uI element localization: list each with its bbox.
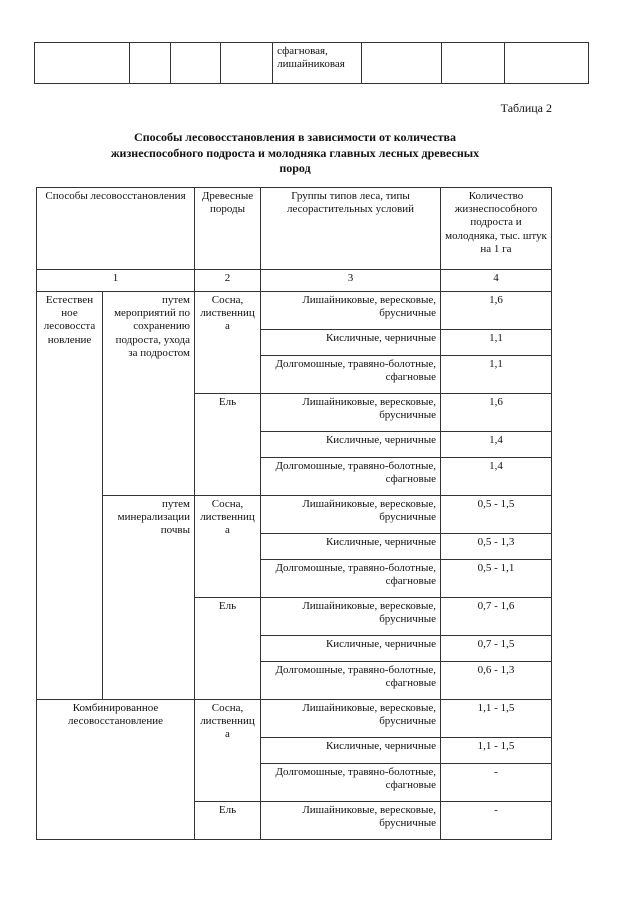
forest-group: Долгомошные, травяно-болотные, сфагновые: [261, 662, 441, 700]
empty-cell: [504, 43, 588, 84]
forest-group: Долгомошные, травяно-болотные, сфагновые: [261, 560, 441, 598]
forest-group: Кисличные, черничные: [261, 432, 441, 458]
count-value: 1,1: [441, 356, 552, 394]
count-value: 0,7 - 1,6: [441, 598, 552, 636]
forest-group: Лишайниковые, вересковые, брусничные: [261, 700, 441, 738]
species-spruce: Ель: [195, 394, 261, 496]
forest-group: Долгомошные, травяно-болотные, сфагновые: [261, 458, 441, 496]
table-title: Способы лесовосстановления в зависимости от количества жизнеспособного подроста и молодняка главных лесных древесных пород: [110, 130, 480, 176]
submethod-mineral: путем минерализации почвы: [103, 496, 195, 700]
count-value: 1,4: [441, 458, 552, 496]
species-pine: Сосна, лиственниц а: [195, 700, 261, 802]
previous-table-fragment: [34, 42, 589, 84]
reforestation-table: [36, 187, 552, 840]
forest-group: Лишайниковые, вересковые, брусничные: [261, 292, 441, 330]
forest-group: Долгомошные, травяно-болотные, сфагновые: [261, 356, 441, 394]
forest-group: Лишайниковые, вересковые, брусничные: [261, 802, 441, 840]
count-value: 0,5 - 1,1: [441, 560, 552, 598]
col-number: 4: [441, 270, 552, 292]
col-number: 2: [195, 270, 261, 292]
header-count: Количество жизнеспособного подроста и молодняка, тыс. штук на 1 га: [441, 188, 552, 270]
forest-group: Кисличные, черничные: [261, 738, 441, 764]
count-value: 0,6 - 1,3: [441, 662, 552, 700]
count-value: 1,6: [441, 394, 552, 432]
empty-cell: [35, 43, 130, 84]
table-number-label: Таблица 2: [500, 101, 552, 115]
forest-group: Лишайниковые, вересковые, брусничные: [261, 394, 441, 432]
forest-group: Лишайниковые, вересковые, брусничные: [261, 496, 441, 534]
header-species: Древесные породы: [195, 188, 261, 270]
count-value: 1,4: [441, 432, 552, 458]
empty-cell: [221, 43, 273, 84]
empty-cell: [171, 43, 221, 84]
count-value: 1,1 - 1,5: [441, 700, 552, 738]
count-value: 1,1 - 1,5: [441, 738, 552, 764]
forest-group: Лишайниковые, вересковые, брусничные: [261, 598, 441, 636]
count-value: -: [441, 802, 552, 840]
count-value: 0,5 - 1,3: [441, 534, 552, 560]
empty-cell: [362, 43, 442, 84]
empty-cell: [129, 43, 170, 84]
forest-group: Долгомошные, травяно-болотные, сфагновые: [261, 764, 441, 802]
species-spruce: Ель: [195, 802, 261, 840]
count-value: 0,7 - 1,5: [441, 636, 552, 662]
submethod-preserve: путем мероприятий по сохранению подроста, ухода за подростом: [103, 292, 195, 496]
header-groups: Группы типов леса, типы лесорастительных условий: [261, 188, 441, 270]
forest-group: Кисличные, черничные: [261, 330, 441, 356]
species-spruce: Ель: [195, 598, 261, 700]
count-value: 0,5 - 1,5: [441, 496, 552, 534]
count-value: 1,6: [441, 292, 552, 330]
count-value: -: [441, 764, 552, 802]
empty-cell: [442, 43, 505, 84]
count-value: 1,1: [441, 330, 552, 356]
method-natural: Естествен ное лесовосста новление: [37, 292, 103, 700]
col-number: 1: [37, 270, 195, 292]
method-combined: Комбинированное лесовосстановление: [37, 700, 195, 840]
forest-group: Кисличные, черничные: [261, 534, 441, 560]
forest-group: Кисличные, черничные: [261, 636, 441, 662]
fragment-cell-text: сфагновая, лишайниковая: [273, 43, 362, 84]
species-pine: Сосна, лиственниц а: [195, 496, 261, 598]
header-methods: Способы лесовосстановления: [37, 188, 195, 270]
col-number: 3: [261, 270, 441, 292]
species-pine: Сосна, лиственниц а: [195, 292, 261, 394]
